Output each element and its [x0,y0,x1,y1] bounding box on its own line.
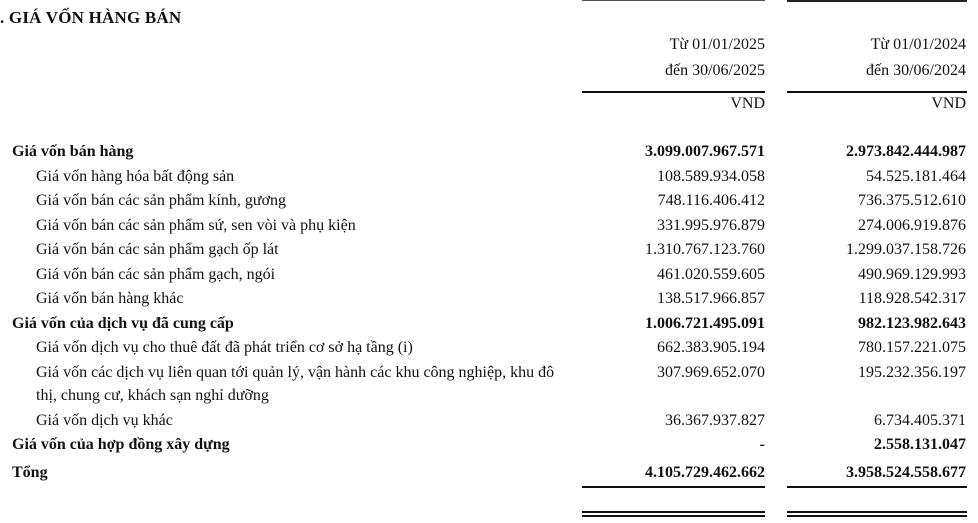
column-header-2025 [582,32,765,84]
row-label: Giá vốn bán các sản phẩm gạch ốp lát [36,241,279,258]
table-row [0,361,978,409]
row-label: Giá vốn bán hàng khác [36,290,184,307]
value-2024: 195.232.356.197 [858,363,966,381]
column-header-2024-line1: Từ 01/01/2024 [870,36,966,53]
total-value-2025: 4.105.729.462.662 [645,463,765,481]
header-rule-2025 [582,91,765,93]
total-double-rule-2024-b [787,515,967,517]
value-2025: 138.517.966.857 [657,290,765,307]
top-rule-col-2025 [582,0,765,1]
table-row [0,287,978,312]
row-label: Giá vốn bán hàng [12,143,134,160]
total-double-rule-2025-b [582,515,765,517]
row-label: Giá vốn hàng hóa bất động sản [36,167,235,185]
value-2025: 1.310.767.123.760 [645,241,765,258]
value-2025: 748.116.406.412 [657,192,765,209]
table-row [0,189,978,214]
value-2024: 490.969.129.993 [858,265,966,283]
value-2025: 331.995.976.879 [657,216,765,234]
table-row-cost-of-goods-sold [0,140,978,165]
table-row [0,214,978,239]
table-row [0,409,978,434]
column-header-2024-line2: đến 30/06/2024 [866,62,966,79]
value-2024: 54.525.181.464 [866,167,966,185]
row-label: Giá vốn bán các sản phẩm gạch, ngói [36,265,276,283]
value-2024: 2.973.842.444.987 [846,143,966,160]
value-2025: 662.383.905.194 [657,339,765,356]
value-2024: 780.157.221.075 [858,339,966,356]
value-2024: 982.123.982.643 [858,314,966,332]
section-title: . GIÁ VỐN HÀNG BÁN [0,8,182,27]
table-row-cost-of-services [0,312,978,337]
table-row [0,336,978,361]
value-2025: - [759,436,765,453]
unit-label-2025: VND [730,95,765,112]
top-rule-col-2024 [787,0,967,2]
value-2025: 1.006.721.495.091 [645,314,765,332]
table-row [0,238,978,263]
value-2025: 461.020.559.605 [657,265,765,283]
row-label: Giá vốn dịch vụ khác [36,411,173,429]
total-value-2024: 3.958.524.558.677 [846,463,966,481]
table-row [0,165,978,190]
unit-label-2024: VND [931,95,966,112]
value-2024: 274.006.919.876 [858,216,966,234]
value-2024: 6.734.405.371 [874,411,966,429]
total-top-rule-2025 [582,486,765,488]
row-label: Giá vốn dịch vụ cho thuê đất đã phát triển cơ sở hạ tầng (i) [36,339,413,356]
value-2025: 3.099.007.967.571 [645,143,765,160]
column-header-2025-line2: đến 30/06/2025 [665,62,765,79]
row-label: Giá vốn bán các sản phẩm kính, gương [36,192,286,209]
total-label: Tổng [12,463,48,481]
row-label: Giá vốn các dịch vụ liên quan tới quản lý, vận hành các khu công nghiệp, khu đô thị, chung cư, khách sạn nghỉ dưỡng [36,363,555,404]
value-2025: 307.969.652.070 [657,363,765,381]
table-row-total [0,461,978,486]
row-label: Giá vốn bán các sản phẩm sứ, sen vòi và phụ kiện [36,216,356,234]
value-2024: 2.558.131.047 [874,436,966,453]
value-2025: 36.367.937.827 [665,411,765,429]
column-header-2025-line1: Từ 01/01/2025 [669,36,765,53]
value-2024: 118.928.542.317 [858,290,966,307]
value-2024: 1.299.037.158.726 [846,241,966,258]
table-row [0,263,978,288]
row-label: Giá vốn của dịch vụ đã cung cấp [12,314,234,332]
total-double-rule-2024-a [787,511,967,513]
value-2024: 736.375.512.610 [858,192,966,209]
column-header-2024 [787,32,966,84]
table-row-construction-contracts [0,433,978,458]
value-2025: 108.589.934.058 [657,167,765,185]
header-rule-2024 [787,91,967,93]
cost-table [0,140,978,485]
total-top-rule-2024 [787,486,967,488]
row-label: Giá vốn của hợp đồng xây dựng [12,436,230,453]
total-double-rule-2025-a [582,511,765,513]
